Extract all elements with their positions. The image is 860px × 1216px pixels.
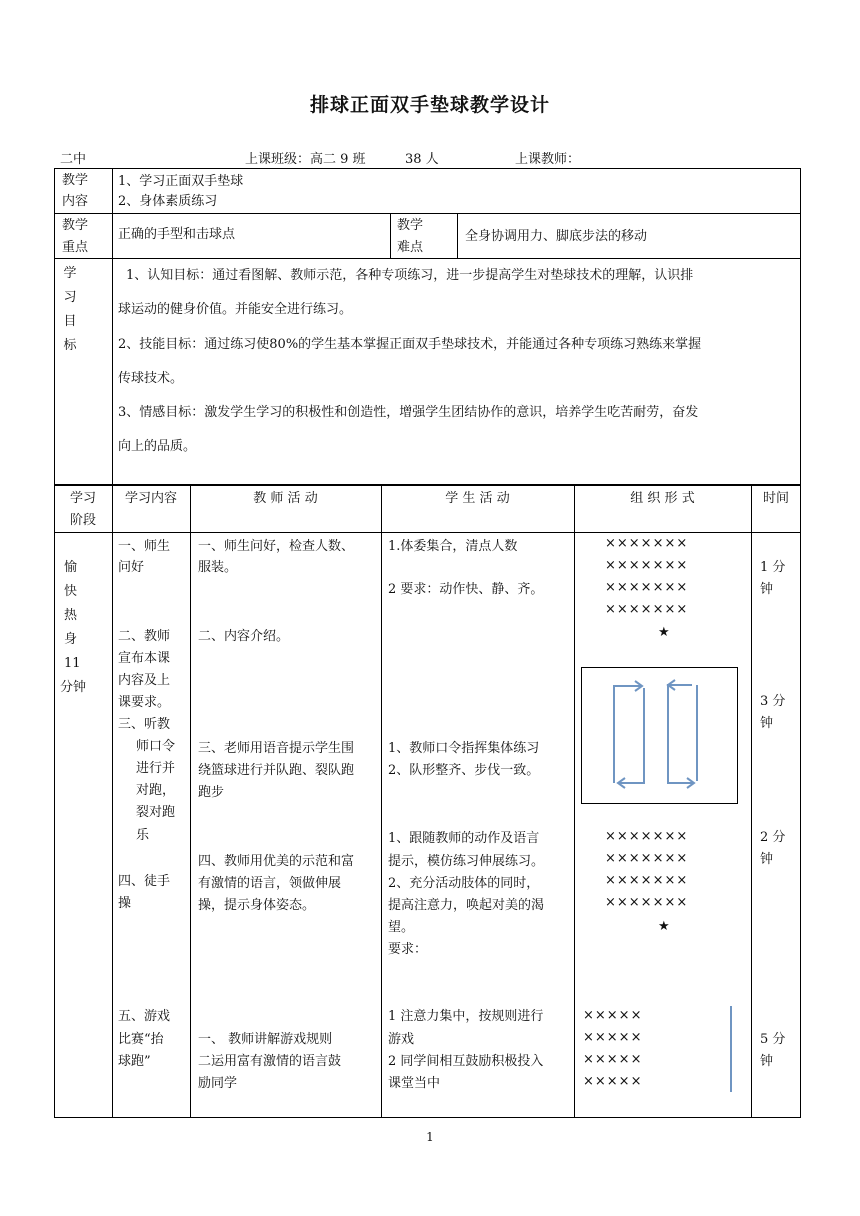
goals-label: 标 [63, 338, 77, 353]
goals-label: 目 [63, 314, 77, 329]
school-name: 二中 [60, 152, 87, 167]
stage-text: 身 [64, 632, 78, 647]
content-c5: 比赛“抬 [118, 1032, 164, 1047]
class-info: 上课班级：高二 9 班 [245, 152, 366, 167]
content-c3: 裂对跑 [136, 805, 176, 820]
goal-line: 向上的品质。 [118, 439, 197, 454]
student-s4: 望。 [388, 920, 415, 935]
content-c3: 三、听教 [118, 717, 171, 732]
content-c5: 五、游戏 [118, 1009, 171, 1024]
content-item: 1、学习正面双手垫球 [118, 174, 244, 189]
formation-row: ××××× [583, 1074, 643, 1089]
formation-row: ××××××× [605, 536, 689, 551]
header-content: 学习内容 [124, 491, 177, 506]
key-point: 正确的手型和击球点 [118, 227, 236, 242]
teacher-t5: 一、 教师讲解游戏规则 [198, 1032, 333, 1047]
goal-line: 球运动的健身价值。并能安全进行练习。 [118, 302, 353, 317]
document-title: 排球正面双手垫球教学设计 [309, 94, 550, 116]
time-1: 钟 [760, 582, 774, 597]
content-c2: 宣布本课 [118, 651, 171, 666]
content-item: 2、身体素质练习 [118, 194, 218, 209]
content-c3: 进行并 [136, 761, 176, 776]
goal-line: 1、认知目标：通过看图解、教师示范，各种专项练习，进一步提高学生对垫球技术的理解，认识排 [126, 268, 694, 283]
content-label-1: 教学 [62, 173, 89, 188]
teacher-t3: 跑步 [198, 785, 225, 800]
formation-row: ××××××× [605, 580, 689, 595]
student-s4: 1、跟随教师的动作及语言 [388, 831, 540, 846]
teacher-t2: 二、内容介绍。 [198, 629, 290, 644]
key-label-1: 教学 [62, 218, 89, 233]
student-s5: 2 同学间相互鼓励积极投入 [388, 1054, 544, 1069]
student-s4: 2、充分活动肢体的同时， [388, 876, 540, 891]
teacher-t1: 一、师生问好，检查人数、 [198, 539, 355, 554]
content-c4: 四、徒手 [118, 874, 171, 889]
student-s1: 2 要求：动作快、静、齐。 [388, 582, 544, 597]
content-c3: 对跑， [136, 783, 176, 798]
formation-row: ××××××× [605, 829, 689, 844]
difficulty-label-1: 教学 [397, 218, 424, 233]
header-stage: 阶段 [69, 513, 96, 528]
stage-text: 分钟 [60, 680, 87, 695]
formation-row: ××××××× [605, 873, 689, 888]
student-s5: 游戏 [388, 1032, 415, 1047]
time-4: 2 分 [760, 830, 786, 845]
content-c4: 操 [118, 896, 132, 911]
content-c2: 二、教师 [118, 629, 171, 644]
running-route-diagram [581, 667, 738, 804]
student-count: 38 人 [405, 152, 439, 167]
teacher-t4: 四、教师用优美的示范和富 [198, 854, 355, 869]
content-c2: 内容及上 [118, 673, 171, 688]
content-c5: 球跑” [118, 1054, 151, 1069]
goal-line: 传球技术。 [118, 371, 184, 386]
goal-line: 3、情感目标：激发学生学习的积极性和创造性，增强学生团结协作的意识，培养学生吃苦耐劳，奋发 [118, 405, 699, 420]
header-stage: 学习 [69, 491, 96, 506]
formation-row: ××××× [583, 1008, 643, 1023]
stage-text: 热 [64, 608, 78, 623]
formation-row: ××××××× [605, 558, 689, 573]
content-c2: 课要求。 [118, 695, 171, 710]
difficulty-label-2: 难点 [397, 240, 424, 255]
teacher-t3: 三、老师用语音提示学生围 [198, 741, 355, 756]
teacher-t3: 绕篮球进行并队跑、裂队跑 [198, 763, 355, 778]
teacher-t4: 操，提示身体姿态。 [198, 898, 316, 913]
time-3: 钟 [760, 716, 774, 731]
stage-text: 愉 [64, 560, 78, 575]
header-organization: 组 织 形 式 [630, 491, 695, 506]
stage-text: 11 [64, 656, 81, 671]
game-line [730, 1006, 732, 1092]
content-c1: 一、师生 [118, 539, 171, 554]
goals-label: 习 [63, 290, 77, 305]
header-time: 时间 [762, 491, 789, 506]
header-student: 学 生 活 动 [445, 491, 510, 506]
goals-label: 学 [63, 266, 77, 281]
student-s5: 课堂当中 [388, 1076, 441, 1091]
time-5: 5 分 [760, 1032, 786, 1047]
teacher-star-icon: ★ [658, 919, 671, 934]
page-number: 1 [426, 1130, 434, 1144]
route-arrows-icon [582, 668, 739, 805]
content-c1: 问好 [118, 560, 145, 575]
content-label-2: 内容 [62, 194, 89, 209]
teacher-t5: 二运用富有激情的语言鼓 [198, 1054, 342, 1069]
time-1: 1 分 [760, 560, 786, 575]
difficulty-point: 全身协调用力、脚底步法的移动 [465, 229, 648, 244]
stage-text: 快 [64, 584, 78, 599]
formation-row: ××××× [583, 1052, 643, 1067]
header-teacher: 教 师 活 动 [253, 491, 318, 506]
time-4: 钟 [760, 852, 774, 867]
formation-row: ××××× [583, 1030, 643, 1045]
student-s3: 1、教师口令指挥集体练习 [388, 741, 540, 756]
time-3: 3 分 [760, 694, 786, 709]
student-s4: 提高注意力，唤起对美的渴 [388, 898, 545, 913]
student-s4: 提示，模仿练习伸展练习。 [388, 854, 545, 869]
content-c3: 师口令 [136, 739, 176, 754]
teacher-label: 上课教师： [515, 152, 581, 167]
teacher-t4: 有激情的语言，领做伸展 [198, 876, 342, 891]
formation-row: ××××××× [605, 895, 689, 910]
teacher-star-icon: ★ [658, 625, 671, 640]
teacher-t5: 励同学 [198, 1076, 238, 1091]
student-s1: 1.体委集合，清点人数 [388, 539, 518, 554]
goal-line: 2、技能目标：通过练习使80%的学生基本掌握正面双手垫球技术，并能通过各种专项练习熟练来掌握 [118, 337, 702, 352]
student-s3: 2、队形整齐、步伐一致。 [388, 763, 540, 778]
key-label-2: 重点 [62, 240, 89, 255]
time-5: 钟 [760, 1054, 774, 1069]
teacher-t1: 服装。 [198, 560, 238, 575]
formation-row: ××××××× [605, 602, 689, 617]
student-s5: 1 注意力集中，按规则进行 [388, 1009, 544, 1024]
content-c3: 乐 [136, 828, 150, 843]
formation-row: ××××××× [605, 851, 689, 866]
student-s4: 要求： [388, 942, 428, 957]
